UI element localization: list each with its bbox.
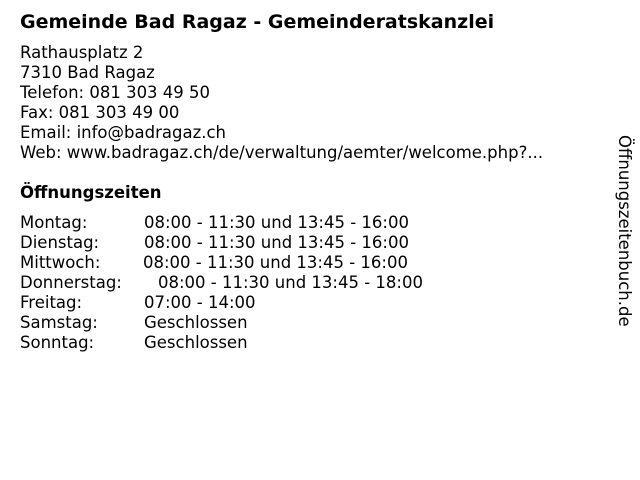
website-url: Web: www.badragaz.ch/de/verwaltung/aemter/welcome.php?... [20, 143, 544, 162]
city-address: 7310 Bad Ragaz [20, 63, 155, 82]
time-range: 07:00 - 14:00 [144, 293, 256, 312]
street-address: Rathausplatz 2 [20, 43, 144, 62]
time-range: Geschlossen [144, 333, 248, 352]
phone-number: Telefon: 081 303 49 50 [20, 83, 211, 102]
day-label: Dienstag: [20, 233, 100, 252]
day-label: Sonntag: [20, 333, 95, 352]
page-title: Gemeinde Bad Ragaz - Gemeinderatskanzlei [20, 11, 495, 33]
contact-block [20, 43, 543, 163]
time-range: 08:00 - 11:30 und 13:45 - 16:00 [143, 253, 408, 272]
time-range: 08:00 - 11:30 und 13:45 - 16:00 [144, 213, 409, 232]
hours-heading: Öffnungszeiten [20, 183, 162, 202]
day-label: Samstag: [20, 313, 98, 332]
day-label: Montag: [20, 213, 88, 232]
fax-number: Fax: 081 303 49 00 [20, 103, 180, 122]
time-range: 08:00 - 11:30 und 13:45 - 16:00 [144, 233, 409, 252]
site-brand-vertical: Öffnungszeitenbuch.de [615, 135, 634, 327]
email-address: Email: info@badragaz.ch [20, 123, 227, 142]
day-label: Mittwoch: [20, 253, 101, 272]
time-range: 08:00 - 11:30 und 13:45 - 18:00 [158, 273, 423, 292]
day-label: Freitag: [20, 293, 83, 312]
day-label: Donnerstag: [20, 273, 122, 292]
time-range: Geschlossen [144, 313, 248, 332]
